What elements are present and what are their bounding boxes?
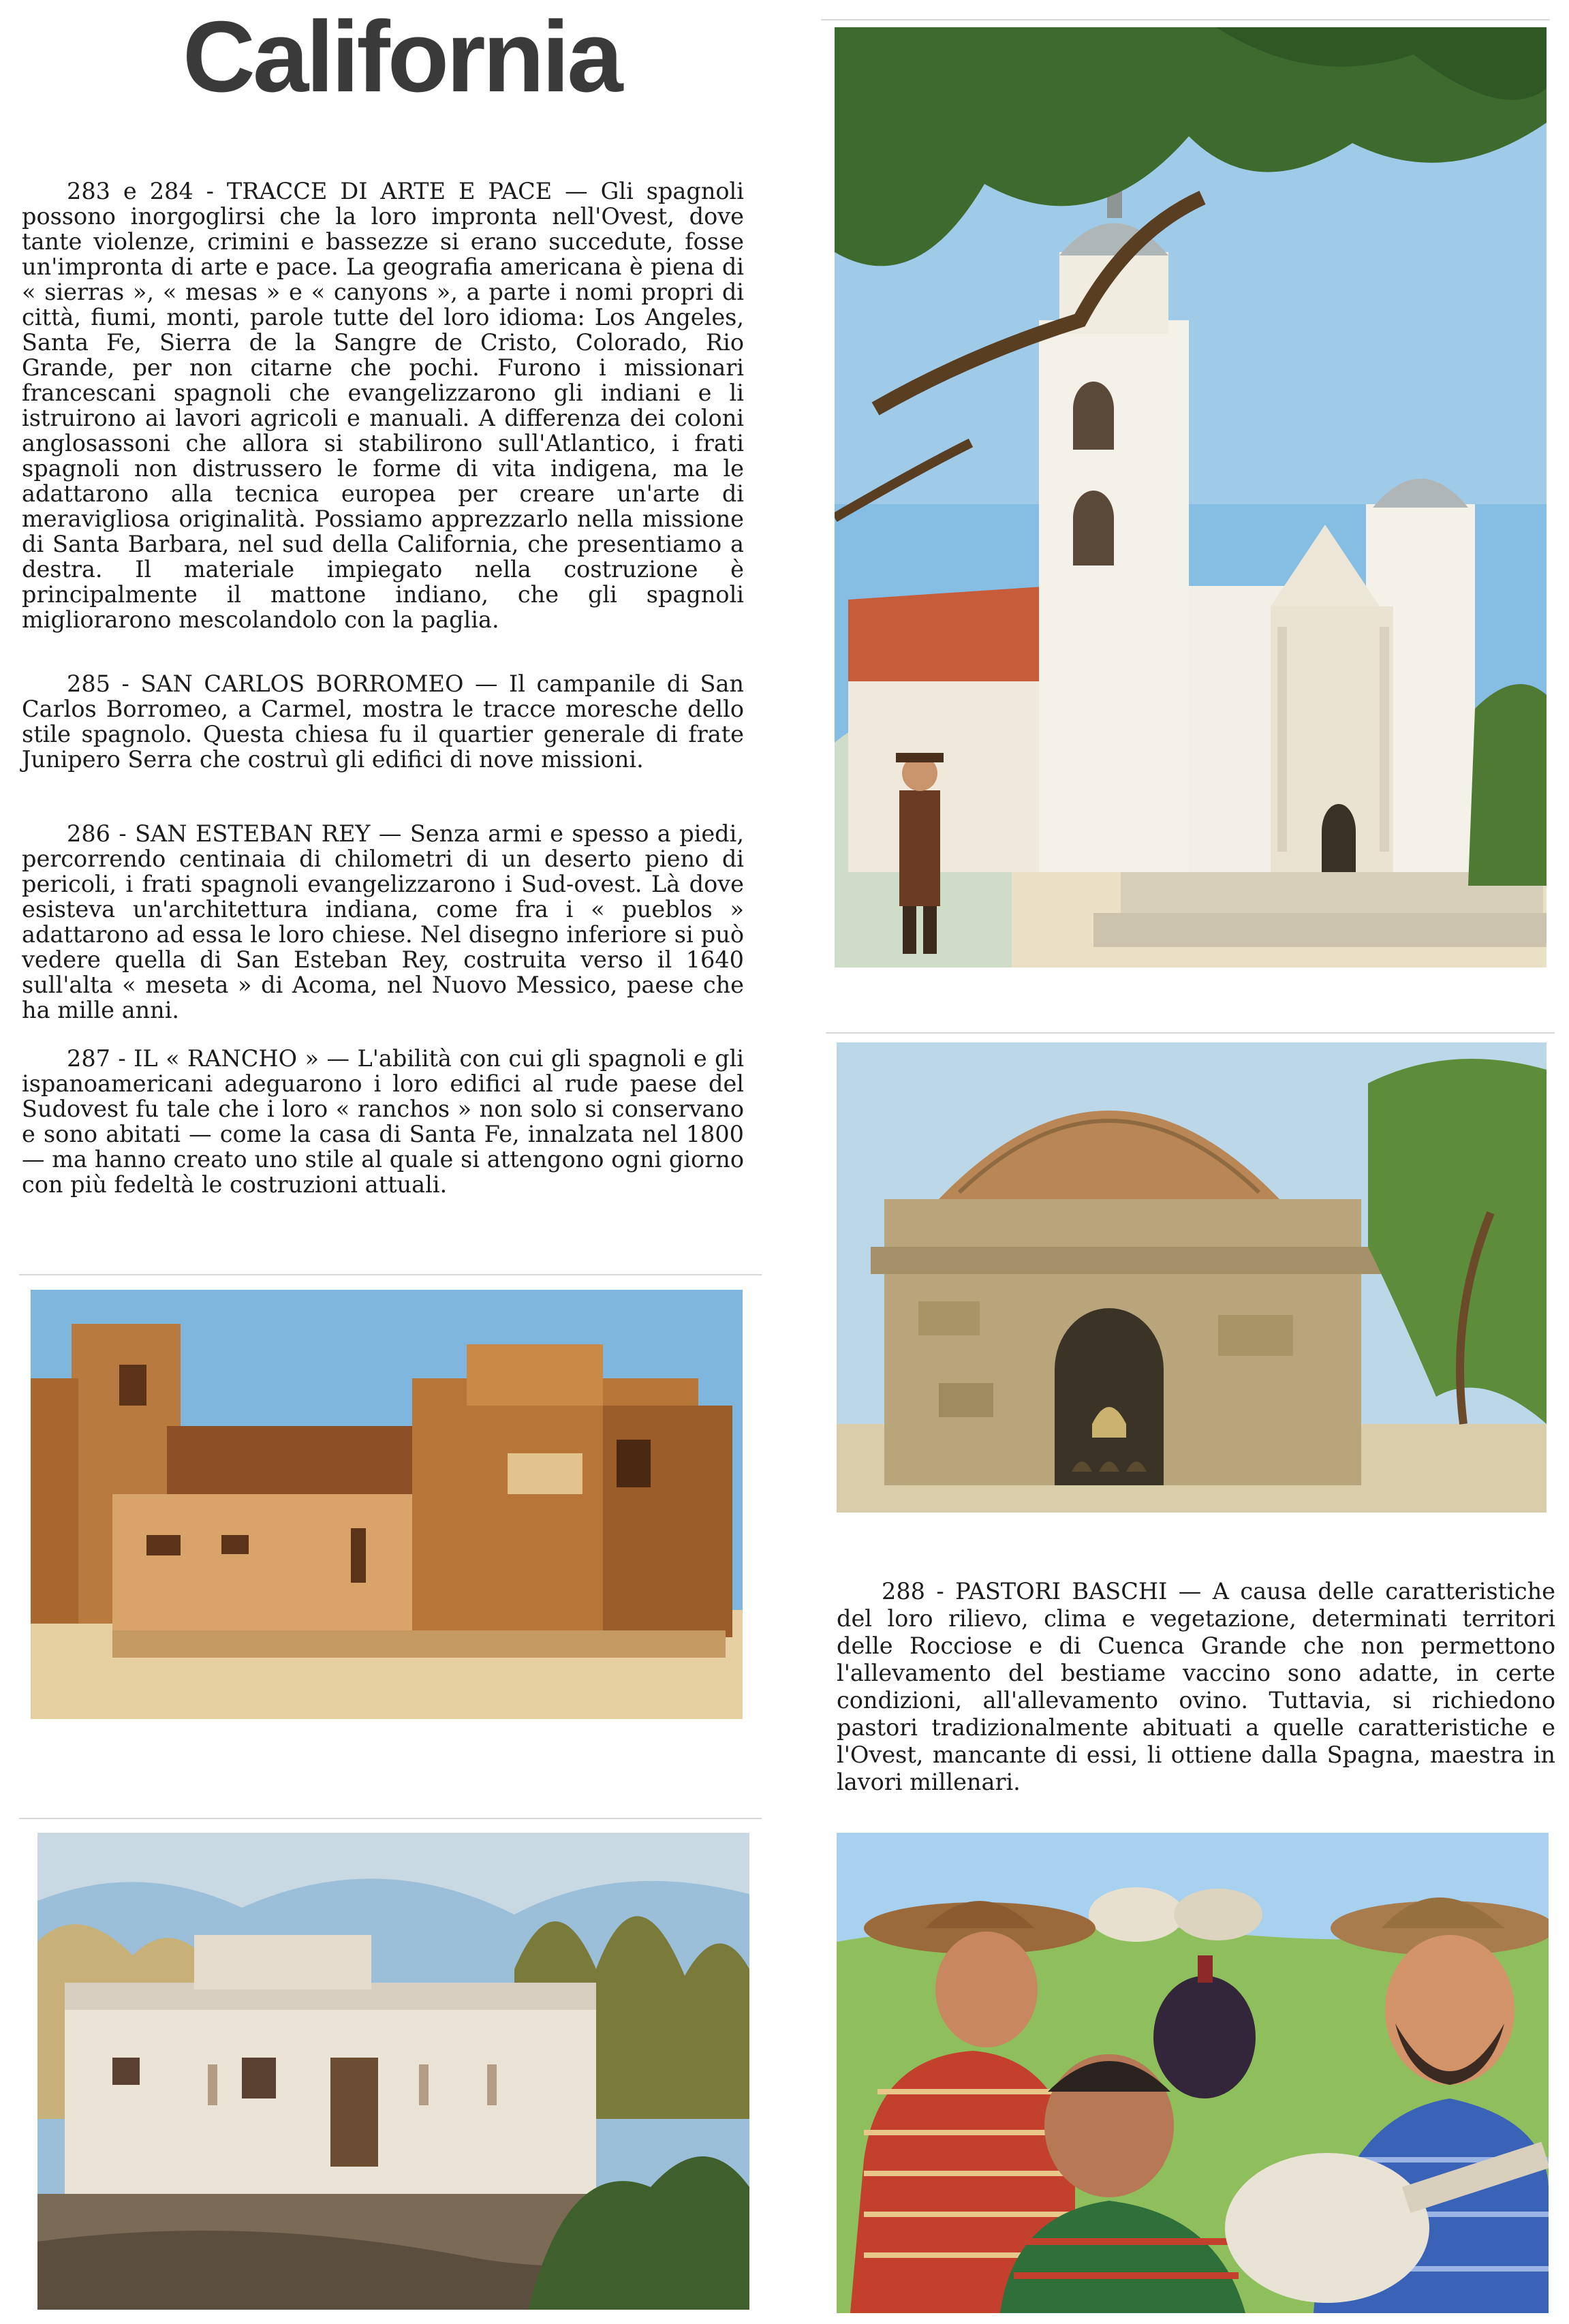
- basque-shepherds-illustration: [837, 1833, 1549, 2313]
- page-title: California: [183, 1, 621, 113]
- section-287-text: [22, 1046, 744, 1197]
- mission-santa-barbara-illustration: [835, 27, 1547, 967]
- san-carlos-borromeo-illustration: [837, 1042, 1547, 1513]
- san-esteban-rey-illustration: [31, 1290, 743, 1719]
- section-286-text: [22, 821, 744, 1023]
- rancho-santa-fe-illustration: [37, 1833, 749, 2310]
- section-285-text: [22, 671, 744, 772]
- divider-left-low: [19, 1818, 762, 1819]
- section-287-body: 287 - IL « RANCHO » — L'abilità con cui gli spagnoli e gli ispanoamericani adeguarono i loro edifici al rude paese del Sudovest fu tale che i loro « ranchos » non solo si conservano e sono abitati — come la casa di Santa Fe, innalzata nel 1800 — ma hanno creato uno stile al quale si attengono ogni giorno con più fedeltà le costruzioni attuali.: [22, 1045, 744, 1198]
- divider-top-right: [821, 19, 1550, 20]
- section-285-body: 285 - SAN CARLOS BORROMEO — Il campanile di San Carlos Borromeo, a Carmel, mostra le tracce moresche dello stile spagnolo. Questa chiesa fu il quartier generale di frate Junipero Serra che costruì gli edifici di nove missioni.: [22, 670, 744, 773]
- section-286-body: 286 - SAN ESTEBAN REY — Senza armi e spesso a piedi, percorrendo centinaia di chilometri di un deserto pieno di pericoli, i frati spagnoli evangelizzarono i Sud-ovest. Là dove esisteva un'architettura indiana, come fra i « pueblos » adattarono ad essa le loro chiese. Nel disegno inferiore si può vedere quella di San Esteban Rey, costruita verso il 1640 sull'alta « meseta » di Acoma, nel Nuovo Messico, paese che ha mille anni.: [22, 820, 744, 1023]
- section-288-body: 288 - PASTORI BASCHI — A causa delle caratteristiche del loro rilievo, clima e vegetazione, determinati territori delle Rocciose e di Cuenca Grande che non permettono l'allevamento del bestiame vaccino sono adatte, in certe condizioni, all'allevamento ovino. Tuttavia, si richiedono pastori tradizionalmente abituati a quelle caratteristiche e l'Ovest, mancante di essi, li ottiene dalla Spagna, maestra in lavori millenari.: [837, 1578, 1555, 1795]
- section-283-284-body: 283 e 284 - TRACCE DI ARTE E PACE — Gli spagnoli possono inorgoglirsi che la loro impronta nell'Ovest, dove tante violenze, crimini e bassezze si erano succedute, fosse un'impronta di arte e pace. La geografia americana è piena di « sierras », « mesas » e « canyons », a parte i nomi propri di città, fiumi, monti, parole tutte del loro idioma: Los Angeles, Santa Fe, Sierra de la Sangre de Cristo, Colorado, Rio Grande, per non citarne che pochi. Furono i missionari francescani spagnoli che evangelizzarono gli indiani e li istruirono ai lavori agricoli e manuali. A differenza dei coloni anglosassoni che allora si stabilirono sull'Atlantico, i frati spagnoli non distrussero le forme di vita indigena, ma le adattarono alla tecnica europea per creare un'arte di meravigliosa originalità. Possiamo apprezzarlo nella missione di Santa Barbara, nel sud della California, che presentiamo a destra. Il materiale impiegato nella costruzione è principalmente il mattone indiano, che gli spagnoli migliorarono mescolandolo con la paglia.: [22, 178, 744, 633]
- section-283-284-text: [22, 179, 744, 632]
- section-288-text: [837, 1578, 1555, 1796]
- divider-left-mid: [19, 1274, 762, 1275]
- divider-right-mid: [826, 1032, 1555, 1034]
